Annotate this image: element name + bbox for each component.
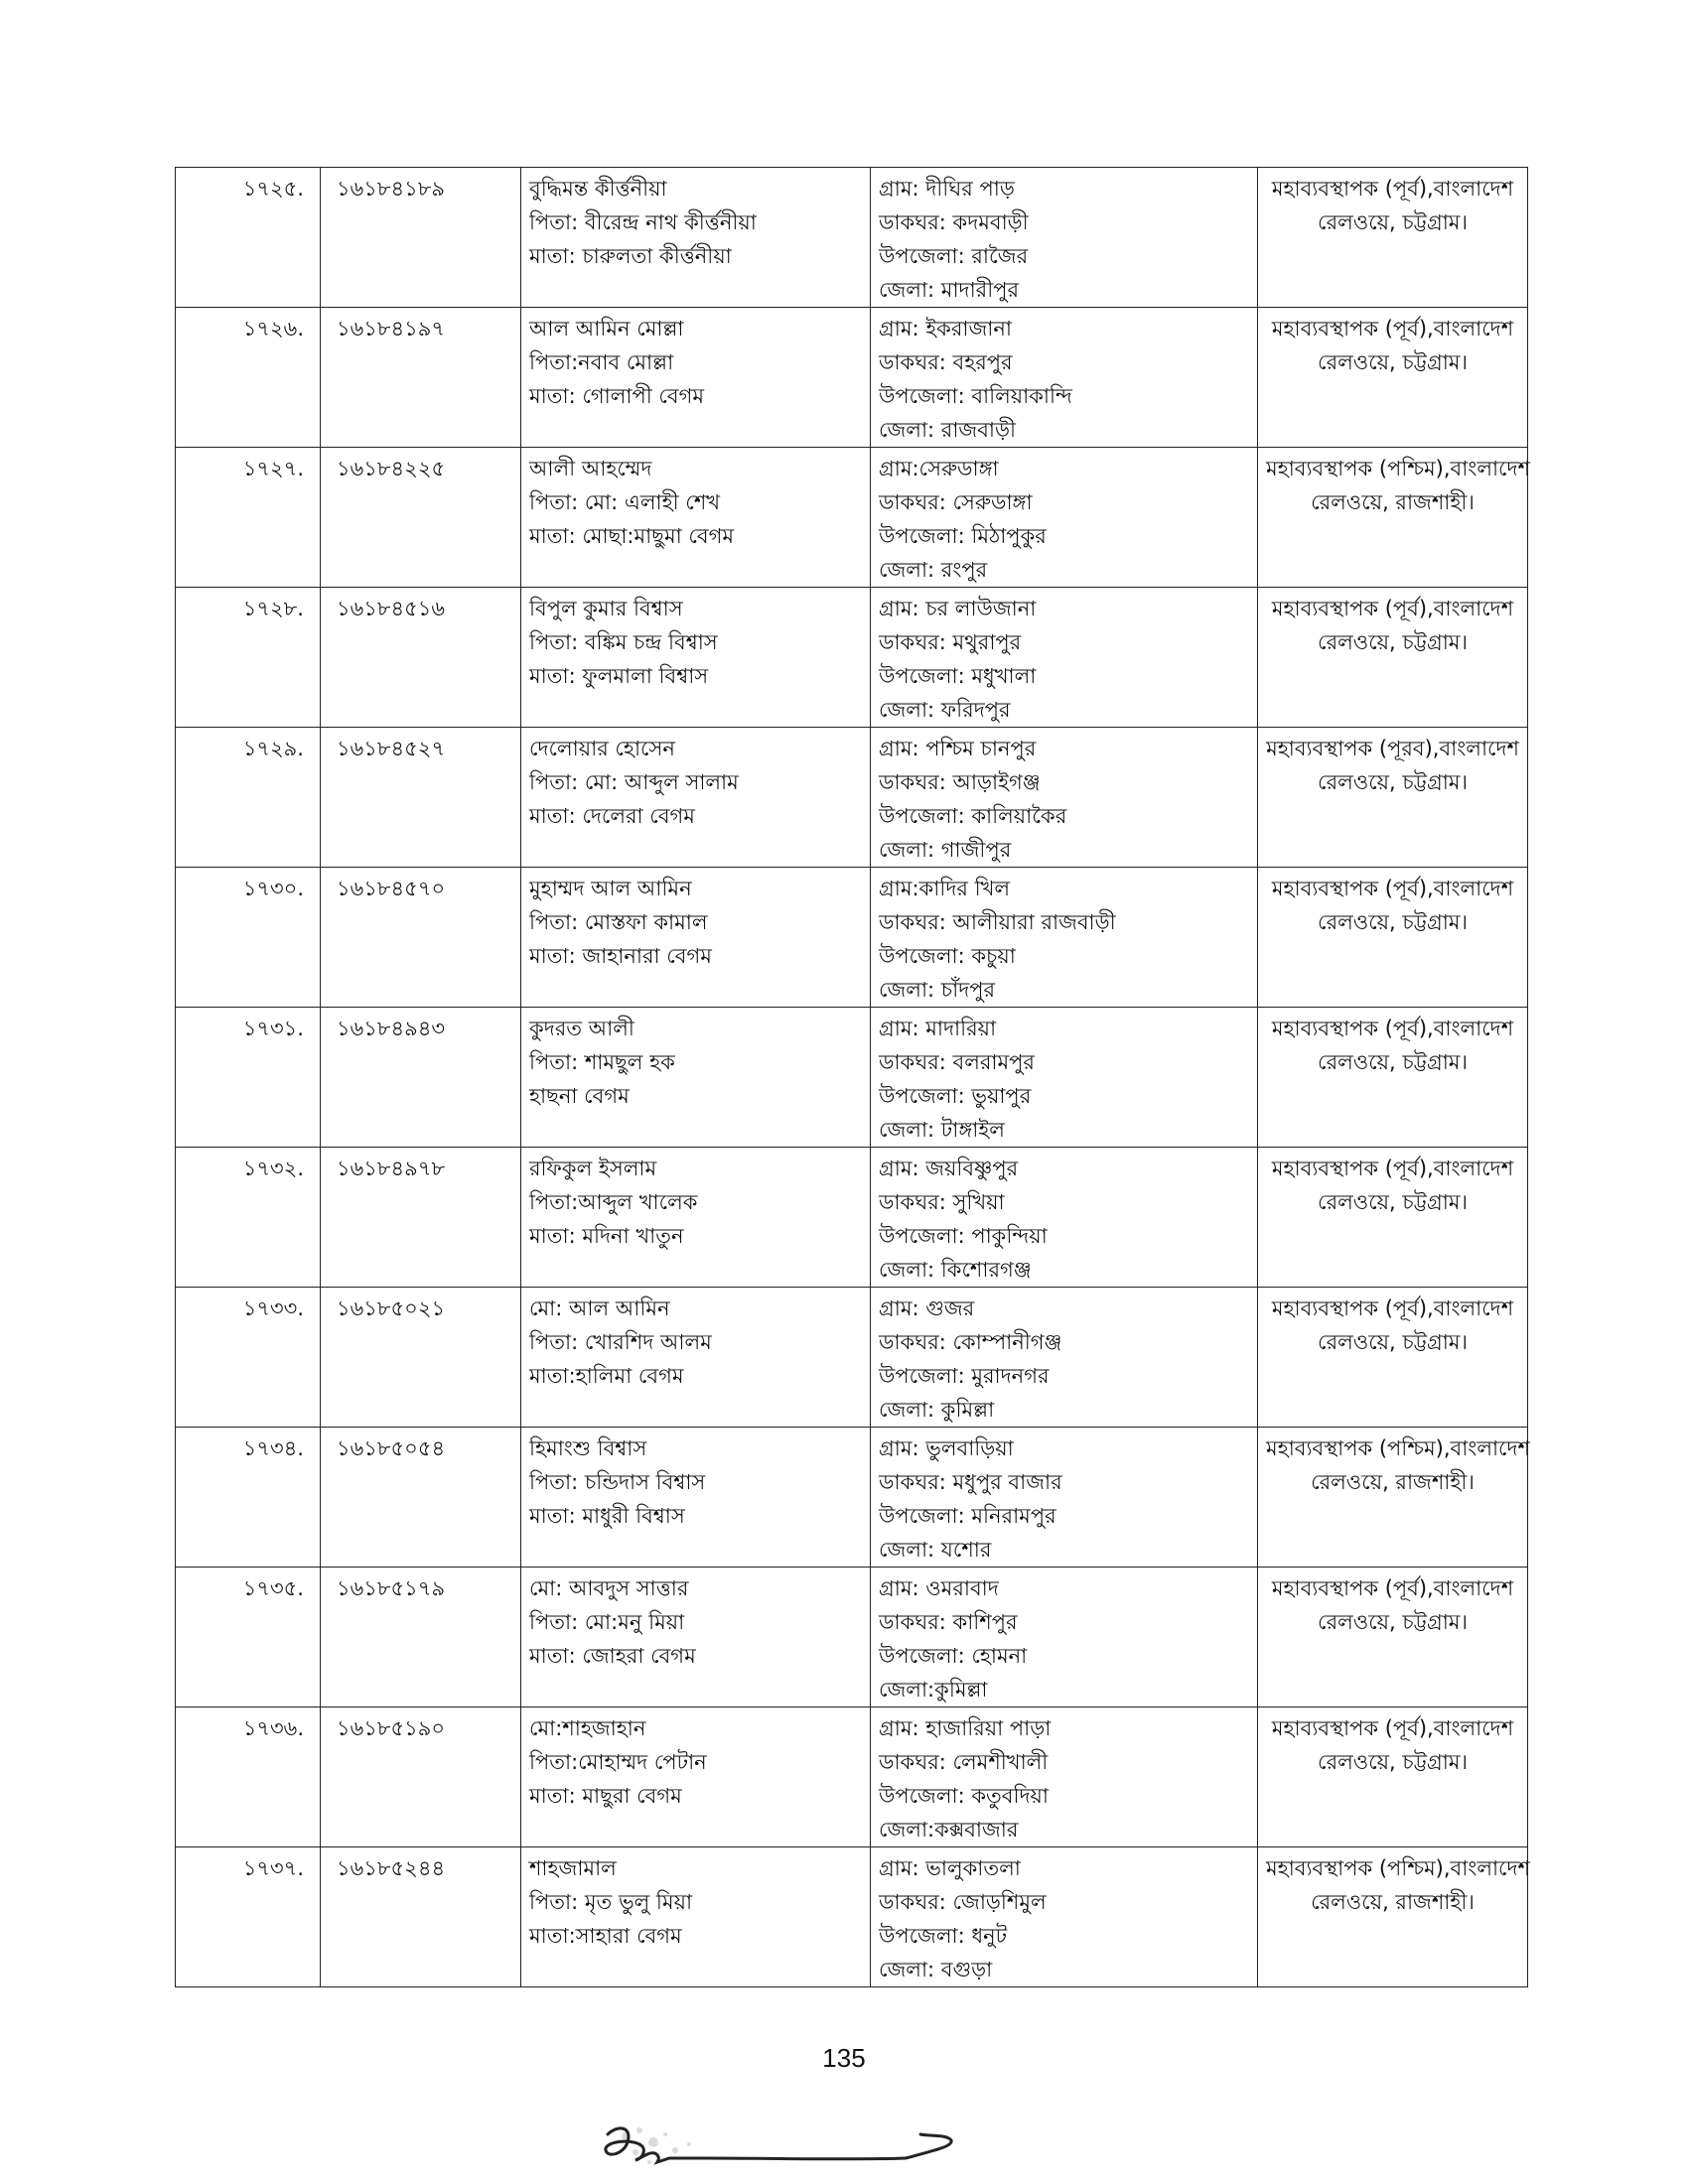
name-line: হাছনা বেগম: [529, 1084, 630, 1108]
address-line: জেলা: গাজীপুর: [879, 838, 1012, 862]
candidate-name-parents: [521, 1568, 871, 1707]
address-line: ডাকঘর: জোড়শিমুল: [879, 1890, 1047, 1914]
name-line: মাতা: জোহরা বেগম: [529, 1644, 696, 1668]
posting-line: মহাব্যবস্থাপক (পূর্ব),বাংলাদেশ: [1271, 1576, 1514, 1600]
name-line: পিতা: চন্ডিদাস বিশ্বাস: [529, 1470, 706, 1494]
address-line: গ্রাম: ভালুকাতলা: [879, 1856, 1021, 1880]
name-line: বুদ্ধিমন্ত কীর্ত্তনীয়া: [529, 177, 667, 201]
candidate-name-parents: [521, 1288, 871, 1428]
roll-number: ১৬১৮৪৫২৭: [321, 728, 521, 868]
serial-number: ১৭৩৫.: [176, 1568, 321, 1707]
posting-line: রেলওয়ে, চট্টগ্রাম।: [1318, 1750, 1468, 1774]
name-line: মাতা: দেলেরা বেগম: [529, 804, 695, 828]
permanent-address: [871, 1008, 1258, 1148]
posting-office: [1258, 1568, 1528, 1707]
roll-number: ১৬১৮৪৫১৬: [321, 588, 521, 728]
table-row: [176, 1568, 1528, 1707]
address-line: উপজেলা: ভুয়াপুর: [879, 1084, 1032, 1108]
serial-number: ১৭৩১.: [176, 1008, 321, 1148]
name-line: পিতা: মো:মনু মিয়া: [529, 1610, 685, 1634]
permanent-address: [871, 168, 1258, 308]
address-line: জেলা: চাঁদপুর: [879, 978, 996, 1002]
address-line: জেলা: রাজবাড়ী: [879, 418, 1017, 442]
address-line: গ্রাম: ওমরাবাদ: [879, 1576, 999, 1600]
posting-office: [1258, 1428, 1528, 1568]
posting-line: রেলওয়ে, চট্টগ্রাম।: [1318, 1050, 1468, 1074]
address-line: ডাকঘর: কোম্পানীগঞ্জ: [879, 1330, 1062, 1354]
serial-number: ১৭২৯.: [176, 728, 321, 868]
address-line: উপজেলা: বালিয়াকান্দি: [879, 384, 1072, 408]
name-line: দেলোয়ার হোসেন: [529, 737, 675, 760]
name-line: মাতা: জাহানারা বেগম: [529, 944, 712, 968]
serial-number: ১৭২৭.: [176, 448, 321, 588]
address-line: জেলা:কুমিল্লা: [879, 1678, 988, 1702]
serial-number: ১৭৩২.: [176, 1148, 321, 1288]
candidate-name-parents: [521, 1008, 871, 1148]
address-line: উপজেলা: পাকুন্দিয়া: [879, 1224, 1048, 1248]
table-row: [176, 168, 1528, 308]
name-line: পিতা:নবাব মোল্লা: [529, 350, 674, 374]
address-line: ডাকঘর: আলীয়ারা রাজবাড়ী: [879, 910, 1116, 934]
address-line: উপজেলা: ধনুট: [879, 1924, 1008, 1948]
name-line: পিতা:মোহাম্মদ পেটান: [529, 1750, 707, 1774]
serial-number: ১৭৩৩.: [176, 1288, 321, 1428]
posting-office: [1258, 168, 1528, 308]
posting-office: [1258, 868, 1528, 1008]
table-row: [176, 1148, 1528, 1288]
signature: [578, 2115, 1174, 2174]
name-line: পিতা: বঙ্কিম চন্দ্র বিশ্বাস: [529, 630, 718, 654]
name-line: মাতা: চারুলতা কীর্ত্তনীয়া: [529, 244, 732, 268]
posting-line: মহাব্যবস্থাপক (পূর্ব),বাংলাদেশ: [1271, 177, 1514, 201]
posting-line: মহাব্যবস্থাপক (পূর্ব),বাংলাদেশ: [1271, 597, 1514, 620]
roll-number: ১৬১৮৪২২৫: [321, 448, 521, 588]
address-line: গ্রাম: জয়বিষ্ণুপুর: [879, 1157, 1019, 1180]
posting-line: রেলওয়ে, চট্টগ্রাম।: [1318, 210, 1468, 234]
address-line: গ্রাম: মাদারিয়া: [879, 1017, 997, 1040]
candidate-name-parents: [521, 1148, 871, 1288]
candidate-name-parents: [521, 1428, 871, 1568]
roll-number: ১৬১৮৫০৫৪: [321, 1428, 521, 1568]
posting-office: [1258, 1288, 1528, 1428]
posting-line: মহাব্যবস্থাপক (পূর্ব),বাংলাদেশ: [1271, 1017, 1514, 1040]
name-line: রফিকুল ইসলাম: [529, 1157, 657, 1180]
candidate-name-parents: [521, 728, 871, 868]
roll-number: ১৬১৮৫১৭৯: [321, 1568, 521, 1707]
roll-number: ১৬১৮৪৯৪৩: [321, 1008, 521, 1148]
posting-line: মহাব্যবস্থাপক (পূর্ব),বাংলাদেশ: [1271, 1157, 1514, 1180]
candidate-name-parents: [521, 868, 871, 1008]
posting-line: মহাব্যবস্থাপক (পূরব),বাংলাদেশ: [1266, 737, 1519, 760]
posting-line: মহাব্যবস্থাপক (পূর্ব),বাংলাদেশ: [1271, 1297, 1514, 1320]
address-line: ডাকঘর: কাশিপুর: [879, 1610, 1018, 1634]
posting-office: [1258, 448, 1528, 588]
permanent-address: [871, 1428, 1258, 1568]
name-line: মাতা: ফুলমালা বিশ্বাস: [529, 664, 709, 688]
roll-number: ১৬১৮৫১৯০: [321, 1707, 521, 1847]
address-line: ডাকঘর: মথুরাপুর: [879, 630, 1022, 654]
address-line: গ্রাম:কাদির খিল: [879, 877, 1011, 900]
page-number: 135: [822, 2043, 866, 2073]
name-line: পিতা: শামছুল হক: [529, 1050, 675, 1074]
posting-office: [1258, 1707, 1528, 1847]
table-row: [176, 1428, 1528, 1568]
address-line: গ্রাম: গুজর: [879, 1297, 975, 1320]
address-line: উপজেলা: মধুখালা: [879, 664, 1037, 688]
address-line: গ্রাম: ভুলবাড়িয়া: [879, 1436, 1014, 1460]
address-line: জেলা: যশোর: [879, 1538, 992, 1562]
posting-line: মহাব্যবস্থাপক (পশ্চিম),বাংলাদেশ: [1266, 1856, 1530, 1880]
candidate-name-parents: [521, 588, 871, 728]
name-line: মুহাম্মদ আল আমিন: [529, 877, 692, 900]
candidate-table-body: [176, 168, 1528, 1987]
name-line: মো:শাহজাহান: [529, 1716, 646, 1740]
posting-office: [1258, 588, 1528, 728]
roll-number: ১৬১৮৫২৪৪: [321, 1847, 521, 1987]
address-line: জেলা: কুমিল্লা: [879, 1398, 995, 1422]
address-line: গ্রাম: ইকরাজানা: [879, 317, 1012, 341]
name-line: পিতা: বীরেন্দ্র নাথ কীর্ত্তনীয়া: [529, 210, 757, 234]
table-row: [176, 1707, 1528, 1847]
posting-line: রেলওয়ে, রাজশাহী।: [1311, 490, 1475, 514]
permanent-address: [871, 588, 1258, 728]
name-line: পিতা: মো: আব্দুল সালাম: [529, 770, 739, 794]
candidate-table: [175, 167, 1528, 1987]
name-line: মাতা: মাধুরী বিশ্বাস: [529, 1504, 685, 1528]
name-line: শাহজামাল: [529, 1856, 617, 1880]
name-line: পিতা: খোরশিদ আলম: [529, 1330, 712, 1354]
address-line: জেলা: ফরিদপুর: [879, 698, 1011, 722]
address-line: জেলা: রংপুর: [879, 558, 988, 582]
permanent-address: [871, 308, 1258, 448]
serial-number: ১৭৩৭.: [176, 1847, 321, 1987]
table-row: [176, 1288, 1528, 1428]
address-line: গ্রাম: চর লাউজানা: [879, 597, 1037, 620]
posting-line: মহাব্যবস্থাপক (পূর্ব),বাংলাদেশ: [1271, 1716, 1514, 1740]
name-line: মাতা:হালিমা বেগম: [529, 1364, 684, 1388]
name-line: আল আমিন মোল্লা: [529, 317, 684, 341]
address-line: ডাকঘর: আড়াইগঞ্জ: [879, 770, 1041, 794]
posting-office: [1258, 728, 1528, 868]
name-line: মাতা: মদিনা খাতুন: [529, 1224, 684, 1248]
serial-number: ১৭২৬.: [176, 308, 321, 448]
posting-line: মহাব্যবস্থাপক (পূর্ব),বাংলাদেশ: [1271, 877, 1514, 900]
address-line: উপজেলা: মুরাদনগর: [879, 1364, 1050, 1388]
posting-line: রেলওয়ে, চট্টগ্রাম।: [1318, 630, 1468, 654]
permanent-address: [871, 448, 1258, 588]
candidate-name-parents: [521, 448, 871, 588]
address-line: উপজেলা: হোমনা: [879, 1644, 1028, 1668]
address-line: গ্রাম:সেরুডাঙ্গা: [879, 457, 999, 480]
name-line: হিমাংশু বিশ্বাস: [529, 1436, 647, 1460]
permanent-address: [871, 1847, 1258, 1987]
name-line: আলী আহম্মেদ: [529, 457, 652, 480]
candidate-name-parents: [521, 308, 871, 448]
name-line: মাতা:সাহারা বেগম: [529, 1924, 682, 1948]
serial-number: ১৭২৮.: [176, 588, 321, 728]
address-line: জেলা: বগুড়া: [879, 1958, 993, 1981]
name-line: পিতা: মৃত ভুলু মিয়া: [529, 1890, 693, 1914]
address-line: ডাকঘর: লেমশীখালী: [879, 1750, 1049, 1774]
posting-office: [1258, 308, 1528, 448]
permanent-address: [871, 1568, 1258, 1707]
posting-line: রেলওয়ে, চট্টগ্রাম।: [1318, 1330, 1468, 1354]
address-line: জেলা: কিশোরগঞ্জ: [879, 1258, 1032, 1282]
posting-office: [1258, 1847, 1528, 1987]
permanent-address: [871, 1288, 1258, 1428]
table-row: [176, 868, 1528, 1008]
address-line: জেলা: মাদারীপুর: [879, 278, 1020, 302]
address-line: জেলা: টাঙ্গাইল: [879, 1118, 1005, 1142]
name-line: মো: আল আমিন: [529, 1297, 670, 1320]
name-line: বিপুল কুমার বিশ্বাস: [529, 597, 683, 620]
posting-office: [1258, 1008, 1528, 1148]
address-line: ডাকঘর: কদমবাড়ী: [879, 210, 1029, 234]
address-line: উপজেলা: মনিরামপুর: [879, 1504, 1056, 1528]
table-row: [176, 588, 1528, 728]
posting-office: [1258, 1148, 1528, 1288]
address-line: উপজেলা: কতুবদিয়া: [879, 1784, 1049, 1808]
posting-line: রেলওয়ে, চট্টগ্রাম।: [1318, 770, 1468, 794]
serial-number: ১৭৩৬.: [176, 1707, 321, 1847]
posting-line: রেলওয়ে, চট্টগ্রাম।: [1318, 1610, 1468, 1634]
address-line: ডাকঘর: মধুপুর বাজার: [879, 1470, 1062, 1494]
roll-number: ১৬১৮৪৫৭০: [321, 868, 521, 1008]
name-line: মো: আবদুস সাত্তার: [529, 1576, 689, 1600]
name-line: পিতা:আব্দুল খালেক: [529, 1190, 698, 1214]
table-row: [176, 1847, 1528, 1987]
address-line: গ্রাম: পশ্চিম চানপুর: [879, 737, 1037, 760]
posting-line: মহাব্যবস্থাপক (পশ্চিম),বাংলাদেশ: [1266, 457, 1530, 480]
name-line: মাতা: মোছা:মাছুমা বেগম: [529, 524, 735, 548]
address-line: উপজেলা: রাজৈর: [879, 244, 1029, 268]
permanent-address: [871, 1707, 1258, 1847]
permanent-address: [871, 1148, 1258, 1288]
permanent-address: [871, 728, 1258, 868]
table-row: [176, 1008, 1528, 1148]
posting-line: মহাব্যবস্থাপক (পূর্ব),বাংলাদেশ: [1271, 317, 1514, 341]
candidate-name-parents: [521, 1847, 871, 1987]
serial-number: ১৭৩০.: [176, 868, 321, 1008]
posting-line: মহাব্যবস্থাপক (পশ্চিম),বাংলাদেশ: [1266, 1436, 1530, 1460]
candidate-name-parents: [521, 168, 871, 308]
address-line: ডাকঘর: সুখিয়া: [879, 1190, 1005, 1214]
name-line: মাতা: গোলাপী বেগম: [529, 384, 705, 408]
roll-number: ১৬১৮৪১৮৯: [321, 168, 521, 308]
name-line: পিতা: মোস্তফা কামাল: [529, 910, 708, 934]
name-line: মাতা: মাছুরা বেগম: [529, 1784, 682, 1808]
posting-line: রেলওয়ে, রাজশাহী।: [1311, 1470, 1475, 1494]
table-row: [176, 308, 1528, 448]
candidate-name-parents: [521, 1707, 871, 1847]
serial-number: ১৭৩৪.: [176, 1428, 321, 1568]
posting-line: রেলওয়ে, চট্টগ্রাম।: [1318, 1190, 1468, 1214]
permanent-address: [871, 868, 1258, 1008]
roll-number: ১৬১৮৪৯৭৮: [321, 1148, 521, 1288]
address-line: জেলা:কক্সবাজার: [879, 1818, 1019, 1842]
address-line: উপজেলা: কচুয়া: [879, 944, 1016, 968]
name-line: কুদরত আলী: [529, 1017, 634, 1040]
serial-number: ১৭২৫.: [176, 168, 321, 308]
name-line: পিতা: মো: এলাহী শেখ: [529, 490, 721, 514]
posting-line: রেলওয়ে, চট্টগ্রাম।: [1318, 910, 1468, 934]
roll-number: ১৬১৮৪১৯৭: [321, 308, 521, 448]
address-line: গ্রাম: দীঘির পাড়: [879, 177, 1015, 201]
posting-line: রেলওয়ে, রাজশাহী।: [1311, 1890, 1475, 1914]
address-line: ডাকঘর: বহরপুর: [879, 350, 1013, 374]
table-row: [176, 448, 1528, 588]
address-line: ডাকঘর: বলরামপুর: [879, 1050, 1035, 1074]
address-line: উপজেলা: মিঠাপুকুর: [879, 524, 1047, 548]
address-line: উপজেলা: কালিয়াকৈর: [879, 804, 1067, 828]
address-line: গ্রাম: হাজারিয়া পাড়া: [879, 1716, 1052, 1740]
roll-number: ১৬১৮৫০২১: [321, 1288, 521, 1428]
address-line: ডাকঘর: সেরুডাঙ্গা: [879, 490, 1033, 514]
table-row: [176, 728, 1528, 868]
posting-line: রেলওয়ে, চট্টগ্রাম।: [1318, 350, 1468, 374]
